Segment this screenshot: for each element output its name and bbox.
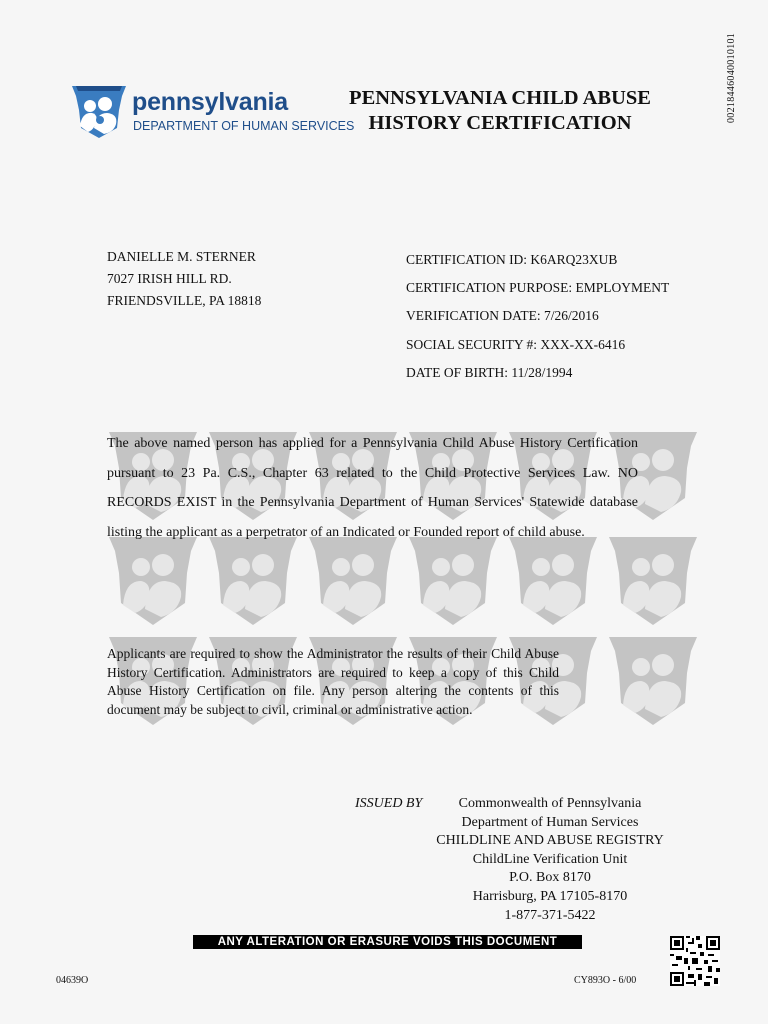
pa-dhs-logo [70,82,355,142]
issuer-line: CHILDLINE AND ABUSE REGISTRY [436,833,664,849]
title-line-1: PENNSYLVANIA CHILD ABUSE [349,87,651,109]
certification-purpose: CERTIFICATION PURPOSE: EMPLOYMENT [406,280,670,296]
social-security-number: SOCIAL SECURITY #: XXX-XX-6416 [406,336,626,352]
issuer-line: 1-877-371-5422 [504,907,596,923]
certification-id: CERTIFICATION ID: K6ARQ23XUB [406,252,618,267]
serial-number: 00218446040010101 [726,32,737,124]
issuer-line: Harrisburg, PA 17105-8170 [472,888,628,904]
logo-department: DEPARTMENT OF HUMAN SERVICES [133,119,355,133]
issuer-line: Commonwealth of Pennsylvania [458,796,642,811]
date-of-birth: DATE OF BIRTH: 11/28/1994 [406,364,573,380]
issuer-line: Department of Human Services [461,814,639,830]
certification-details [406,246,669,387]
issued-by-label: ISSUED BY [355,796,423,811]
applicant-name: DANIELLE M. STERNER [107,249,256,264]
verification-date: VERIFICATION DATE: 7/26/2016 [406,308,599,324]
form-code-right: CY893O - 6/00 [574,975,637,986]
issuer-address [420,795,680,925]
applicant-street: 7027 IRISH HILL RD. [107,271,232,286]
document-title [330,86,670,136]
applicant-city: FRIENDSVILLE, PA 18818 [107,293,262,308]
issuer-line: ChildLine Verification Unit [472,851,628,867]
administrator-notice: Applicants are required to show the Administrator the results of their Child Abuse History Certification. Administrators are required to keep a copy of this Child Abuse History Certification on file. Any person altering the contents of this document may be subject to civil, criminal or administrative action. [107,646,559,717]
issuer-line: P.O. Box 8170 [509,870,591,886]
no-records-statement: The above named person has applied for a Pennsylvania Child Abuse History Certification pursuant to 23 Pa. C.S., Chapter 63 related to the Child Protective Services Law. NO RECORDS EXIST in the Pennsylvania Department of Human Services' Statewide database listing the applicant as a perpetrator of an Indicated or Founded report of child abuse. [107,436,638,540]
qr-code-icon [670,936,720,986]
keystone-logo-icon [70,82,128,140]
form-code-left: 04639O [56,975,89,986]
title-line-2: HISTORY CERTIFICATION [368,112,632,134]
logo-wordmark: pennsylvania [132,88,288,116]
applicant-address-block [107,246,261,312]
alteration-warning-banner: ANY ALTERATION OR ERASURE VOIDS THIS DOCUMENT [193,935,582,949]
